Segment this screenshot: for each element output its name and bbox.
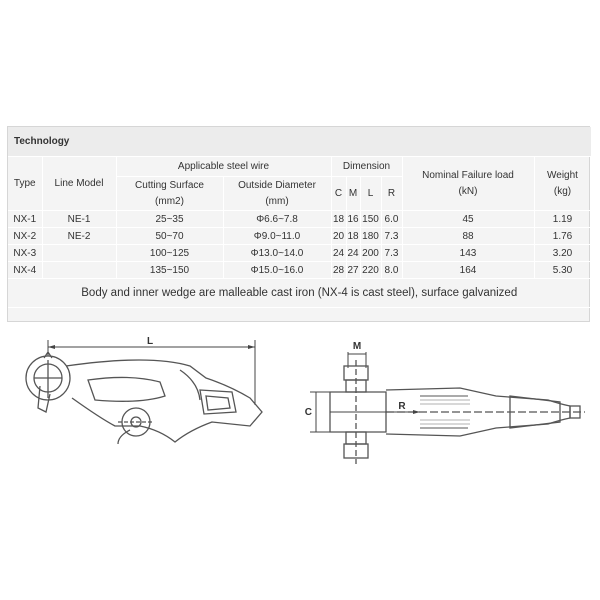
header-cutting-surface-label: Cutting Surface xyxy=(135,180,204,191)
table-row xyxy=(8,262,591,279)
cell-weight: 1.19 xyxy=(534,211,591,228)
header-dim-c: C xyxy=(331,177,346,211)
cell-outside-diameter: Φ13.0~14.0 xyxy=(223,245,331,262)
cell-line-model: NE-1 xyxy=(42,211,116,228)
header-outside-diameter xyxy=(223,177,331,211)
cell-type: NX-4 xyxy=(8,262,42,279)
cell-cutting-surface: 100~125 xyxy=(116,245,223,262)
cell-line-model xyxy=(42,245,116,262)
cell-dim-r: 8.0 xyxy=(381,262,402,279)
cell-weight: 1.76 xyxy=(534,228,591,245)
header-cutting-surface-unit: (mm2) xyxy=(155,196,184,207)
cell-dim-r: 7.3 xyxy=(381,245,402,262)
cell-weight: 5.30 xyxy=(534,262,591,279)
dimension-label-m: M xyxy=(352,341,362,352)
table-row xyxy=(8,245,591,262)
header-applicable-steel-wire: Applicable steel wire xyxy=(116,157,331,177)
cell-type: NX-2 xyxy=(8,228,42,245)
cell-dim-l: 220 xyxy=(360,262,381,279)
cell-type: NX-1 xyxy=(8,211,42,228)
cell-failure-load: 143 xyxy=(402,245,534,262)
header-weight-label: Weight xyxy=(547,170,578,181)
cell-outside-diameter: Φ9.0~11.0 xyxy=(223,228,331,245)
cell-dim-l: 200 xyxy=(360,245,381,262)
header-failure-load xyxy=(402,157,534,211)
cell-line-model: NE-2 xyxy=(42,228,116,245)
table-row xyxy=(8,228,591,245)
dimension-label-l: L xyxy=(146,336,154,347)
header-line-model: Line Model xyxy=(42,157,116,211)
technical-drawings xyxy=(0,330,600,500)
header-weight-unit: (kg) xyxy=(553,186,572,197)
cell-failure-load: 88 xyxy=(402,228,534,245)
cell-failure-load: 164 xyxy=(402,262,534,279)
header-dim-m: M xyxy=(346,177,360,211)
header-outside-diameter-label: Outside Diameter xyxy=(238,180,316,191)
header-cutting-surface xyxy=(116,177,223,211)
dimension-label-r: R xyxy=(398,401,406,412)
cell-dim-m: 18 xyxy=(346,228,360,245)
header-dim-l: L xyxy=(360,177,381,211)
cell-dim-c: 28 xyxy=(331,262,346,279)
cell-dim-l: 180 xyxy=(360,228,381,245)
header-dim-r: R xyxy=(381,177,402,211)
clamp-side-view-drawing xyxy=(26,336,262,444)
cell-dim-l: 150 xyxy=(360,211,381,228)
cell-line-model xyxy=(42,262,116,279)
cell-dim-m: 24 xyxy=(346,245,360,262)
cell-dim-r: 7.3 xyxy=(381,228,402,245)
dimension-label-c: C xyxy=(304,407,312,418)
cell-dim-c: 20 xyxy=(331,228,346,245)
spec-table xyxy=(8,127,592,308)
spec-table-panel xyxy=(7,126,590,322)
cell-cutting-surface: 135~150 xyxy=(116,262,223,279)
header-outside-diameter-unit: (mm) xyxy=(265,196,289,207)
cell-dim-c: 24 xyxy=(331,245,346,262)
cell-weight: 3.20 xyxy=(534,245,591,262)
cell-cutting-surface: 50~70 xyxy=(116,228,223,245)
clamp-top-view-drawing xyxy=(305,341,585,464)
table-row xyxy=(8,211,591,228)
cell-outside-diameter: Φ15.0~16.0 xyxy=(223,262,331,279)
table-note: Body and inner wedge are malleable cast iron (NX-4 is cast steel), surface galvanized xyxy=(8,279,591,308)
cell-dim-m: 16 xyxy=(346,211,360,228)
table-title: Technology xyxy=(8,127,591,157)
cell-cutting-surface: 25~35 xyxy=(116,211,223,228)
cell-type: NX-3 xyxy=(8,245,42,262)
header-dimension: Dimension xyxy=(331,157,402,177)
cell-dim-c: 18 xyxy=(331,211,346,228)
cell-failure-load: 45 xyxy=(402,211,534,228)
header-type: Type xyxy=(8,157,42,211)
header-failure-load-unit: (kN) xyxy=(458,186,478,197)
cell-dim-m: 27 xyxy=(346,262,360,279)
header-weight xyxy=(534,157,591,211)
header-failure-load-label: Nominal Failure load xyxy=(422,170,514,181)
cell-outside-diameter: Φ6.6~7.8 xyxy=(223,211,331,228)
cell-dim-r: 6.0 xyxy=(381,211,402,228)
